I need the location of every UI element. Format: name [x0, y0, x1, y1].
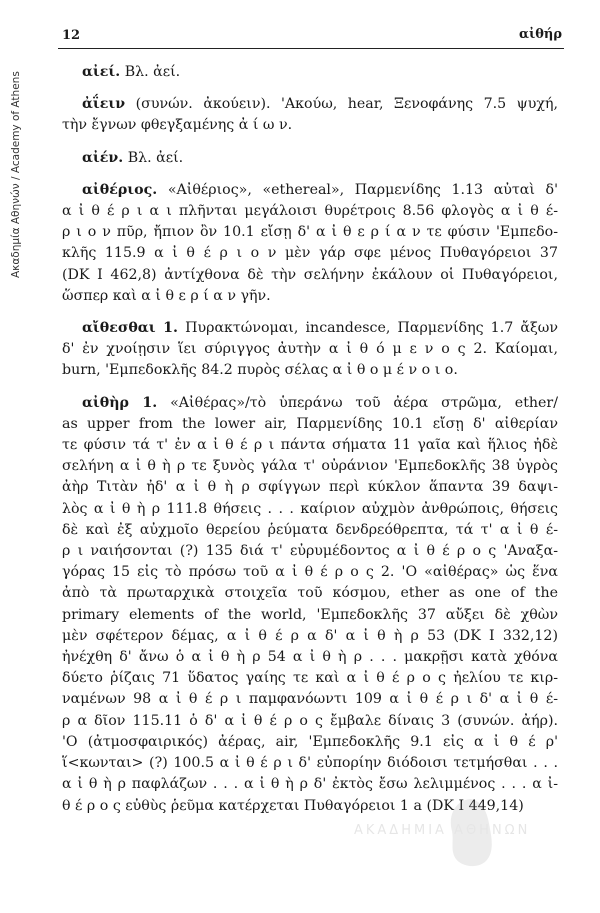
entry-text: ὥσπερ καὶ α ἰ θ ε ρ ί α ν γῆν. [62, 287, 271, 304]
entry-text: λὸς α ἰ θ ὴ ρ 111.8 θήσεις . . . καίριον αὐχμὸν ἀνθρώποις, θήσεις [62, 500, 558, 517]
entry-line [62, 774, 558, 795]
entry-line [62, 456, 558, 477]
entry-text: Βλ. ἀεί. [127, 149, 184, 166]
entry-text: burn, 'Εμπεδοκλῆς 84.2 πυρὸς σέλας α ἰ θ ο μ έ ν ο ι ο. [62, 362, 458, 379]
entry-line [62, 243, 558, 264]
entry-text: τὴν ἔγνων φθεγξαμένης ἀ ί ω ν. [62, 117, 293, 134]
entry-text: θ έ ρ ο ς εὐθὺς ῥεῦμα κατέρχεται Πυθαγόρειοι 1 a (DK I 449,14) [62, 797, 524, 814]
academy-watermark [340, 795, 580, 885]
entry-text: ἀπὸ τὰ πρωταρχικὰ στοιχεῖα τοῦ κόσμου, ether as one of the [62, 585, 558, 602]
entry-text: ναμένων 98 α ἰ θ έ ρ ι παμφανόωντι 109 α ἰ θ έ ρ ι δ' α ἰ θ έ- [62, 691, 558, 708]
entry-line [62, 605, 558, 626]
entry-line [62, 753, 558, 774]
entry-text: ρ α δῖον 115.11 ὁ δ' α ἰ θ έ ρ ο ς ἔμβαλε δίναις 3 (συνών. ἀήρ). [62, 712, 558, 729]
entry-headword: αἰθὴρ 1. [82, 394, 158, 411]
entry-text: α ἰ θ έ ρ ι α ι πλῆνται μεγάλοισι θυρέτροις 8.56 φλογὸς α ἰ θ έ- [62, 203, 558, 220]
running-head: αἰθήρ [518, 27, 562, 42]
dictionary-entry [62, 318, 558, 382]
entry-line [62, 520, 558, 541]
entry-line [62, 732, 558, 753]
entry-text: ἀὴρ Τιτὰν ἠδ' α ἰ θ ὴ ρ σφίγγων περὶ κύκλον ἅπαντα 39 δαψι- [62, 479, 558, 496]
entry-text: «Αἰθέριος», «ethereal», Παρμενίδης 1.13 αὐταὶ δ' [167, 181, 558, 198]
entry-headword: αἰέν. [82, 149, 124, 166]
page-number: 12 [62, 28, 81, 43]
entry-text: (DK I 462,8) ἀντίχθονα δὲ τὴν σελήνην ἐκάλουν οἱ Πυθαγόρειοι, [62, 266, 558, 283]
dictionary-entry [62, 94, 558, 136]
entry-text: δ' ἐν χνοίῃσιν ἵει σύριγγος ἀυτὴν α ἰ θ ό μ ε ν ο ς 2. Καίομαι, [62, 341, 558, 358]
entry-line [62, 94, 558, 115]
entry-headword: αἰεί. [82, 64, 121, 80]
dictionary-entry [62, 148, 558, 169]
entry-line [62, 286, 558, 307]
entry-text: ρ ι ο ν πῦρ, ἤπιον ὂν 10.1 εἴσῃ δ' α ἰ θ ε ρ ί α ν τε φύσιν 'Εμπεδο- [62, 224, 558, 241]
entry-line [62, 583, 558, 604]
entry-text: (συνών. ἀκούειν). 'Ακούω, hear, Ξενοφάνης 7.5 ψυχή, [135, 96, 559, 113]
entry-line [62, 711, 558, 732]
entry-text: κλῆς 115.9 α ἰ θ έ ρ ι ο ν μὲν γάρ σφε μένος Πυθαγόρειοι 37 [62, 245, 558, 262]
entry-text: ἠνέχθη δ' ἄνω ὁ α ἰ θ ὴ ρ 54 α ἰ θ ὴ ρ . . . μακρῇσι κατὰ χθόνα [62, 649, 558, 666]
entry-line [62, 477, 558, 498]
dictionary-entry [62, 393, 558, 817]
entry-line [62, 62, 558, 83]
entry-line [62, 393, 558, 414]
entry-line [62, 562, 558, 583]
entry-text: Πυρακτώνομαι, incandesce, Παρμενίδης 1.7 ἄξων [185, 320, 558, 337]
entry-line [62, 435, 558, 456]
entry-text: primary elements of the world, 'Εμπεδοκλῆς 37 αὔξει δὲ χθὼν [62, 606, 558, 623]
entry-text: ρ ι ναιήσονται (?) 135 διά τ' εὐρυμέδοντος α ἰ θ έ ρ ο ς 'Αναξα- [62, 543, 558, 560]
entry-text: Βλ. ἀεί. [124, 64, 181, 80]
entry-line [62, 318, 558, 339]
entry-line [62, 180, 558, 201]
entry-text: ἵ<κωνται> (?) 100.5 α ἰ θ έ ρ ι δ' εὐπορίην διόδοισι τετμήσθαι . . . [62, 755, 558, 772]
entry-line [62, 414, 558, 435]
entry-text: τε φύσιν τά τ' ἐν α ἰ θ έ ρ ι πάντα σήματα 11 γαῖα καὶ ἥλιος ἠδὲ [62, 437, 558, 454]
entry-text: α ἰ θ ὴ ρ παφλάζων . . . α ἰ θ ὴ ρ δ' ἐκτὸς ἔσω λελιμμένος . . . α ἰ- [62, 776, 558, 793]
entry-text: as upper from the lower air, Παρμενίδης 10.1 εἴσῃ δ' αἰθερίαν [62, 415, 558, 432]
entry-line [62, 689, 558, 710]
entry-text: σελήνη α ἰ θ ὴ ρ τε ξυνὸς γάλα τ' οὐράνιον 'Εμπεδοκλῆς 38 ὑγρὸς [62, 458, 558, 475]
dictionary-entry [62, 62, 558, 83]
entry-headword: αἴθεσθαι 1. [82, 320, 178, 337]
entry-line [62, 265, 558, 286]
entry-line [62, 201, 558, 222]
entry-line [62, 339, 558, 360]
entry-text: δὲ καὶ ἐξ αὐχμοῖο θερείου ῥεύματα δενδρεόθρεπτα, τά τ' α ἰ θ έ- [62, 521, 558, 538]
entry-line [62, 115, 558, 136]
archive-side-label [10, 42, 24, 282]
entry-line [62, 668, 558, 689]
entry-line [62, 626, 558, 647]
entry-line [62, 647, 558, 668]
watermark-text: ΑΚΑΔΗΜΙΑ ΑΘΗΝΩΝ [354, 823, 531, 838]
entry-text: γόρας 15 εἰς τὸ πρόσω τοῦ α ἰ θ έ ρ ο ς 2. 'Ο «αἰθέρας» ὡς ἕνα [62, 564, 558, 581]
entry-line [62, 148, 558, 169]
header-rule [58, 48, 564, 49]
entry-headword: ἀΐειν [82, 96, 126, 113]
entry-line [62, 222, 558, 243]
dictionary-entry [62, 180, 558, 307]
entry-text: μὲν σφέτερον δέμας, α ἰ θ έ ρ α δ' α ἰ θ ὴ ρ 53 (DK I 332,12) [62, 627, 558, 644]
entry-line [62, 360, 558, 381]
entry-text: «Αἰθέρας»/τὸ ὑπεράνω τοῦ ἀέρα στρῶμα, ether/ [170, 394, 558, 411]
entry-line [62, 541, 558, 562]
entry-line [62, 499, 558, 520]
archive-side-label-text: Ακαδημία Αθηνών / Academy of Athens [10, 71, 22, 278]
entry-text: 'Ο (ἀτμοσφαιρικός) ἀέρας, air, 'Εμπεδοκλῆς 9.1 εἰς α ἰ θ έ ρ' [62, 733, 558, 750]
entry-headword: αἰθέριος. [82, 181, 158, 198]
dictionary-entries [62, 62, 558, 828]
entry-text: δύετο ῥίζαις 71 ὕδατος γαίης τε καὶ α ἰ θ έ ρ ο ς ἠελίου τε κιρ- [62, 670, 558, 687]
